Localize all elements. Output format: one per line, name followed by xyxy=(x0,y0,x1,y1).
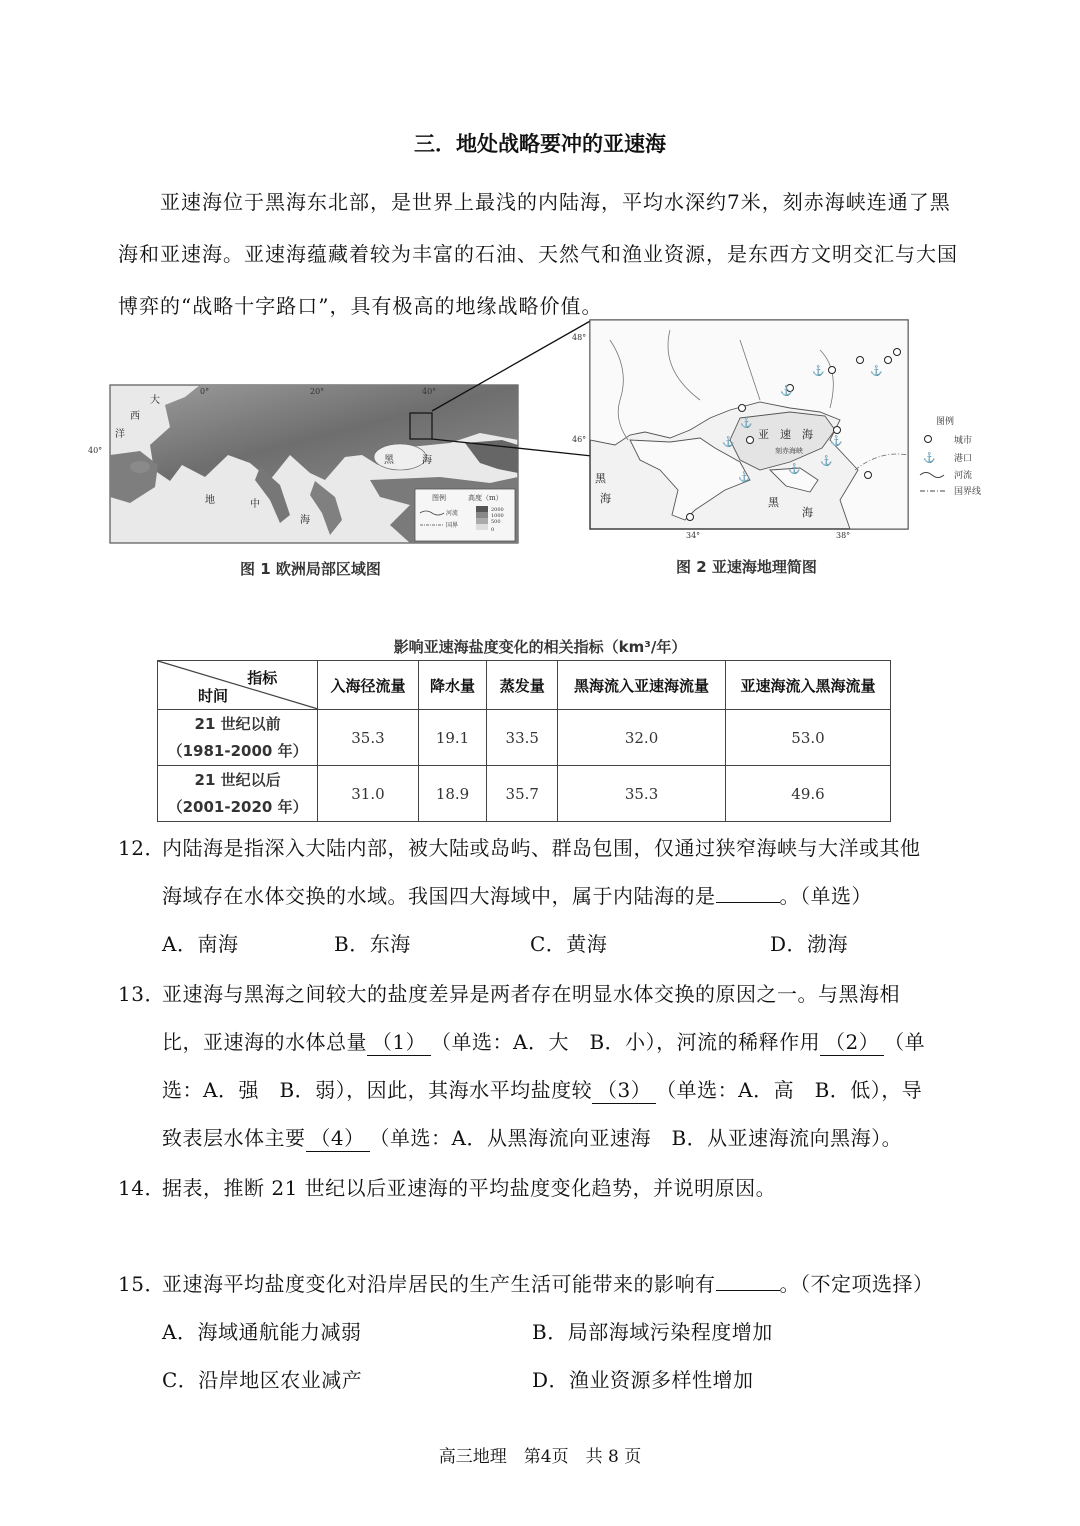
page-footer: 高三地理 第4页 共 8 页 xyxy=(438,1447,642,1467)
lon-label-40: 40° xyxy=(422,387,437,396)
question-text: 比，亚速海的水体总量 xyxy=(162,1030,367,1054)
label-kerch-strait: 刻赤海峡 xyxy=(775,447,803,455)
question-text: （单选：A．高 B．低），导 xyxy=(656,1078,923,1102)
header-runoff: 入海径流量 xyxy=(318,661,418,710)
intro-paragraph: 亚速海位于黑海东北部，是世界上最浅的内陆海，平均水深约7米，刻赤海峡连通了黑海和亚速海。亚速海蕴藏着较为丰富的石油、天然气和渔业资源，是东西方文明交汇与大国博弈的“战略十字路口”，具有极高的地缘战略价值。 xyxy=(118,190,958,318)
svg-text:⚓: ⚓ xyxy=(820,456,833,467)
salinity-table xyxy=(157,660,891,822)
lon-label-0: 0° xyxy=(200,387,210,396)
label-blacksea-west-1: 黑 xyxy=(595,472,606,485)
question-text: （单选：A．大 B．小），河流的稀释作用 xyxy=(431,1030,821,1054)
answer-blank-1[interactable]: （1） xyxy=(367,1029,431,1056)
svg-text:图例: 图例 xyxy=(432,494,446,502)
label-blacksea-south-1: 黑 xyxy=(768,496,779,509)
answer-blank-3[interactable]: （3） xyxy=(592,1077,656,1104)
cell-value: 33.5 xyxy=(487,710,558,766)
label-blacksea-south-2: 海 xyxy=(802,506,813,519)
question-text: 海域存在水体交换的水域。我国四大海域中，属于内陆海的是 xyxy=(162,884,716,908)
header-blacksea-to-azov: 黑海流入亚速海流量 xyxy=(558,661,726,710)
question-15 xyxy=(118,1260,988,1404)
question-number: 13． xyxy=(118,982,165,1006)
question-number: 15． xyxy=(118,1272,165,1296)
svg-text:⚓: ⚓ xyxy=(788,464,801,475)
option-c[interactable]: C．黄海 xyxy=(530,932,608,956)
svg-text:港口: 港口 xyxy=(954,454,973,464)
label-blacksea-1: 黑 xyxy=(384,455,394,466)
figure2-legend xyxy=(920,412,1000,502)
lon-label-20: 20° xyxy=(310,387,325,396)
svg-text:⚓: ⚓ xyxy=(830,436,843,447)
question-text: 。（单选） xyxy=(779,884,872,908)
cell-value: 53.0 xyxy=(726,710,891,766)
label-azov-1: 亚 xyxy=(758,428,769,441)
cell-value: 35.3 xyxy=(558,766,726,822)
svg-text:高度（m）: 高度（m） xyxy=(468,494,503,502)
question-number: 14． xyxy=(118,1176,165,1200)
question-12 xyxy=(118,824,988,968)
label-med-1: 地 xyxy=(205,495,215,506)
row-time-cell: 21 世纪以前 （1981-2000 年） xyxy=(158,710,318,766)
label-blacksea-2: 海 xyxy=(422,455,432,466)
option-b[interactable]: B．东海 xyxy=(334,932,411,956)
answer-blank-2[interactable]: （2） xyxy=(820,1029,884,1056)
lat-label-46: 46° xyxy=(572,435,587,444)
corner-label-time: 时间 xyxy=(198,687,229,705)
svg-text:0: 0 xyxy=(491,527,495,533)
table-row xyxy=(158,710,891,766)
svg-text:⚓: ⚓ xyxy=(738,472,751,483)
question-text: 据表，推断 21 世纪以后亚速海的平均盐度变化趋势，并说明原因。 xyxy=(162,1176,777,1200)
option-b[interactable]: B．局部海域污染程度增加 xyxy=(532,1320,773,1344)
lon-label-34: 34° xyxy=(686,531,701,540)
options-row xyxy=(118,920,988,968)
svg-text:城市: 城市 xyxy=(954,436,973,446)
lat-label-40: 40° xyxy=(88,446,103,455)
zoom-connector-lines xyxy=(430,318,595,458)
cell-value: 19.1 xyxy=(418,710,487,766)
label-atlantic-2: 西 xyxy=(130,411,140,422)
table-header-row xyxy=(158,661,891,710)
options-row xyxy=(118,1308,988,1356)
option-d[interactable]: D．渔业资源多样性增加 xyxy=(532,1368,754,1392)
svg-text:⚓: ⚓ xyxy=(722,437,735,448)
svg-text:图例: 图例 xyxy=(936,417,955,427)
question-text: （单 xyxy=(884,1030,926,1054)
cell-value: 35.7 xyxy=(487,766,558,822)
svg-text:⚓: ⚓ xyxy=(812,366,825,377)
svg-text:⚓: ⚓ xyxy=(780,386,793,397)
cell-value: 31.0 xyxy=(318,766,418,822)
cell-value: 18.9 xyxy=(418,766,487,822)
svg-text:⚓: ⚓ xyxy=(870,366,883,377)
answer-blank-4[interactable]: （4） xyxy=(306,1125,370,1152)
question-13 xyxy=(118,970,988,1162)
question-text: 致表层水体主要 xyxy=(162,1126,306,1150)
svg-text:⚓: ⚓ xyxy=(740,418,753,429)
answer-blank[interactable] xyxy=(716,902,780,903)
option-a[interactable]: A．海域通航能力减弱 xyxy=(162,1320,362,1344)
header-precipitation: 降水量 xyxy=(418,661,487,710)
svg-text:500: 500 xyxy=(491,519,501,525)
svg-text:国界: 国界 xyxy=(446,522,459,529)
figure1-caption: 图 1 欧洲局部区域图 xyxy=(240,560,381,578)
label-atlantic-1: 大 xyxy=(150,395,160,406)
table-title: 影响亚速海盐度变化的相关指标（km³/年） xyxy=(393,638,687,656)
label-azov-3: 海 xyxy=(802,428,813,441)
question-number: 12． xyxy=(118,836,165,860)
svg-text:⚓: ⚓ xyxy=(923,453,936,464)
table-row xyxy=(158,766,891,822)
row-time-cell: 21 世纪以后 （2001-2020 年） xyxy=(158,766,318,822)
section-title: 三．地处战略要冲的亚速海 xyxy=(414,132,666,156)
corner-label-indicator: 指标 xyxy=(247,669,278,687)
cell-value: 32.0 xyxy=(558,710,726,766)
question-text: （单选：A．从黑海流向亚速海 B．从亚速海流向黑海）。 xyxy=(369,1126,903,1150)
option-a[interactable]: A．南海 xyxy=(162,932,239,956)
label-blacksea-west-2: 海 xyxy=(600,492,611,505)
question-text: 亚速海与黑海之间较大的盐度差异是两者存在明显水体交换的原因之一。与黑海相 xyxy=(162,982,900,1006)
svg-text:河流: 河流 xyxy=(446,510,459,517)
figure2-caption: 图 2 亚速海地理简图 xyxy=(676,558,817,576)
question-text: 选：A．强 B．弱），因此，其海水平均盐度较 xyxy=(162,1078,593,1102)
label-azov-2: 速 xyxy=(780,428,791,441)
label-med-2: 中 xyxy=(250,499,260,510)
option-c[interactable]: C．沿岸地区农业减产 xyxy=(162,1368,363,1392)
label-med-3: 海 xyxy=(300,515,310,526)
question-text: 亚速海平均盐度变化对沿岸居民的生产生活可能带来的影响有 xyxy=(162,1272,716,1296)
answer-area-14[interactable] xyxy=(162,1216,962,1256)
label-atlantic-3: 洋 xyxy=(115,429,125,440)
header-azov-to-blacksea: 亚速海流入黑海流量 xyxy=(726,661,891,710)
question-text: 内陆海是指深入大陆内部，被大陆或岛屿、群岛包围，仅通过狭窄海峡与大洋或其他 xyxy=(162,836,921,860)
option-d[interactable]: D．渤海 xyxy=(770,932,849,956)
lat-label-48: 48° xyxy=(572,333,587,342)
azov-sea-map xyxy=(572,320,908,540)
figure1-legend xyxy=(415,489,515,541)
cell-value: 35.3 xyxy=(318,710,418,766)
options-row xyxy=(118,1356,988,1404)
lon-label-38: 38° xyxy=(836,531,851,540)
svg-text:河流: 河流 xyxy=(954,471,973,481)
svg-text:2000: 2000 xyxy=(491,507,504,513)
cell-value: 49.6 xyxy=(726,766,891,822)
question-14 xyxy=(118,1164,988,1212)
svg-text:1000: 1000 xyxy=(491,513,504,519)
table-corner-cell xyxy=(158,661,318,710)
answer-blank[interactable] xyxy=(716,1290,780,1291)
header-evaporation: 蒸发量 xyxy=(487,661,558,710)
question-text: 。（不定项选择） xyxy=(779,1272,934,1296)
svg-text:国界线: 国界线 xyxy=(954,487,982,497)
